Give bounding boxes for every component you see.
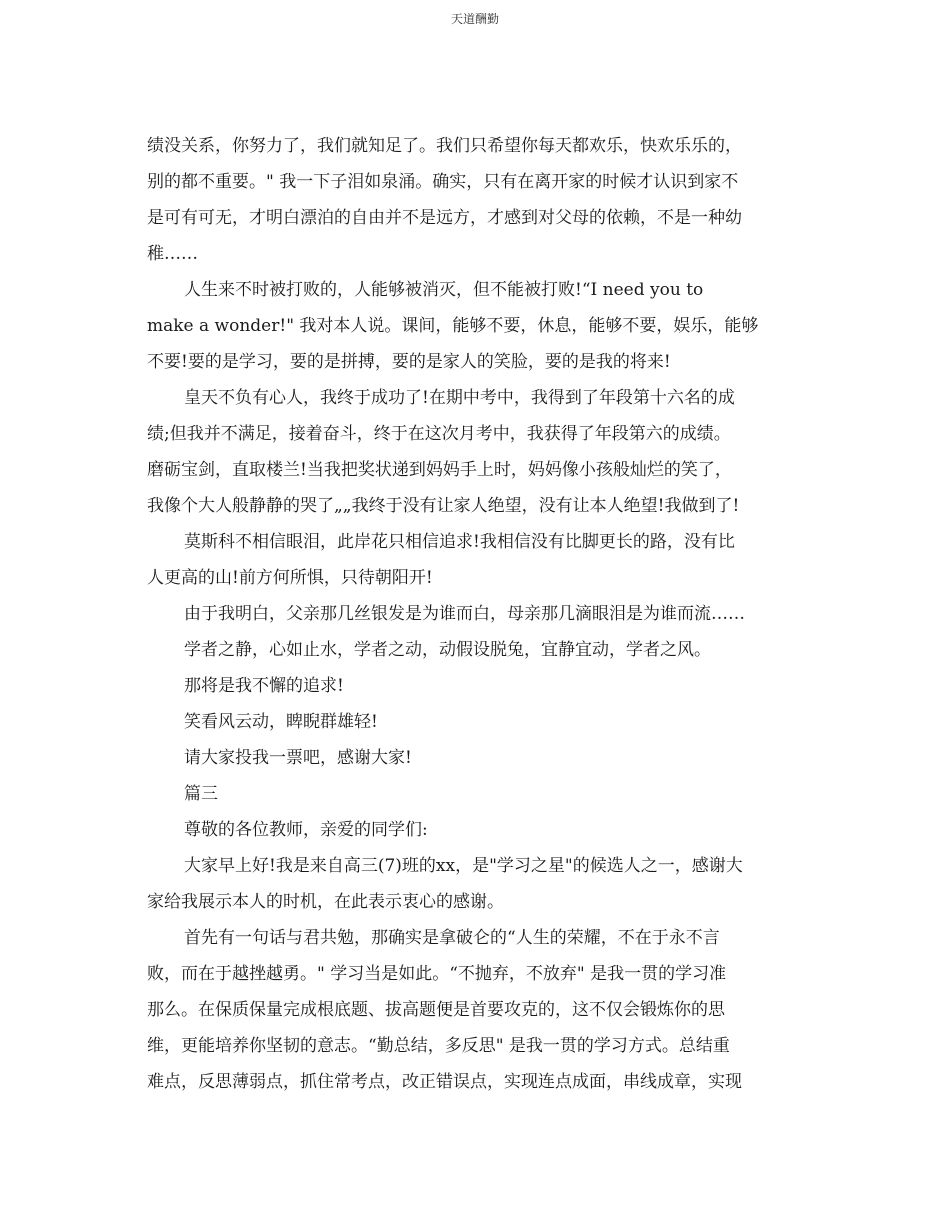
text-line: 那么。在保质保量完成根底题、拔高题便是首要攻克的，这不仅会锻炼你的思 [147, 1000, 725, 1020]
text-line: 是可有可无，才明白漂泊的自由并不是远方，才感到对父母的依赖，不是一种幼 [147, 208, 742, 228]
page-header: 天道酬勤 [450, 12, 499, 26]
text-line: 败，而在于越挫越勇。" 学习当是如此。“不抛弃，不放弃" 是我一贯的学习准 [147, 964, 727, 984]
text-line: 人更高的山!前方何所惧，只待朝阳开! [147, 568, 433, 588]
text-line: 维，更能培养你坚韧的意志。“勤总结，多反思" 是我一贯的学习方式。总结重 [147, 1036, 730, 1056]
text-line: 那将是我不懈的追求! [184, 676, 344, 696]
text-line: 学者之静，心如止水，学者之动，动假设脱兔，宜静宜动，学者之风。 [184, 640, 711, 660]
text-line: make a wonder!" 我对本人说。课间，能够不要，休息，能够不要，娱乐，能够 [147, 316, 759, 336]
text-line: 请大家投我一票吧，感谢大家! [184, 748, 412, 768]
text-line: 我像个大人般静静的哭了„„我终于没有让家人绝望，没有让本人绝望!我做到了! [147, 496, 740, 516]
text-line: 绩;但我并不满足，接着奋斗，终于在这次月考中，我获得了年段第六的成绩。 [147, 424, 731, 444]
text-line: 大家早上好!我是来自高三(7)班的xx，是"学习之星"的候选人之一，感谢大 [184, 856, 743, 876]
text-line: 稚…… [147, 244, 198, 264]
text-line: 家给我展示本人的时机，在此表示衷心的感谢。 [147, 892, 504, 912]
text-line: 笑看风云动，睥睨群雄轻! [184, 712, 378, 732]
text-line: 莫斯科不相信眼泪，此岸花只相信追求!我相信没有比脚更长的路，没有比 [184, 532, 735, 552]
text-line: 磨砺宝剑，直取楼兰!当我把奖状递到妈妈手上时，妈妈像小孩般灿烂的笑了， [147, 460, 732, 480]
text-line: 篇三 [184, 784, 218, 804]
text-line: 皇天不负有心人，我终于成功了!在期中考中，我得到了年段第十六名的成 [184, 388, 735, 408]
text-line: 首先有一句话与君共勉，那确实是拿破仑的“人生的荣耀，不在于永不言 [184, 928, 720, 948]
text-line: 不要!要的是学习，要的是拼搏，要的是家人的笑脸，要的是我的将来! [147, 352, 671, 372]
text-line: 绩没关系，你努力了，我们就知足了。我们只希望你每天都欢乐，快欢乐乐的， [147, 136, 742, 156]
text-line: 人生来不时被打败的，人能够被消灭，但不能被打败!“I need you to [184, 280, 704, 300]
text-line: 别的都不重要。" 我一下子泪如泉涌。确实，只有在离开家的时候才认识到家不 [147, 172, 739, 192]
text-line: 难点，反思薄弱点，抓住常考点，改正错误点，实现连点成面，串线成章，实现 [147, 1072, 742, 1092]
document-body [147, 128, 802, 1100]
text-line: 尊敬的各位教师，亲爱的同学们: [184, 820, 428, 840]
text-line: 由于我明白，父亲那几丝银发是为谁而白，母亲那几滴眼泪是为谁而流…… [184, 604, 745, 624]
